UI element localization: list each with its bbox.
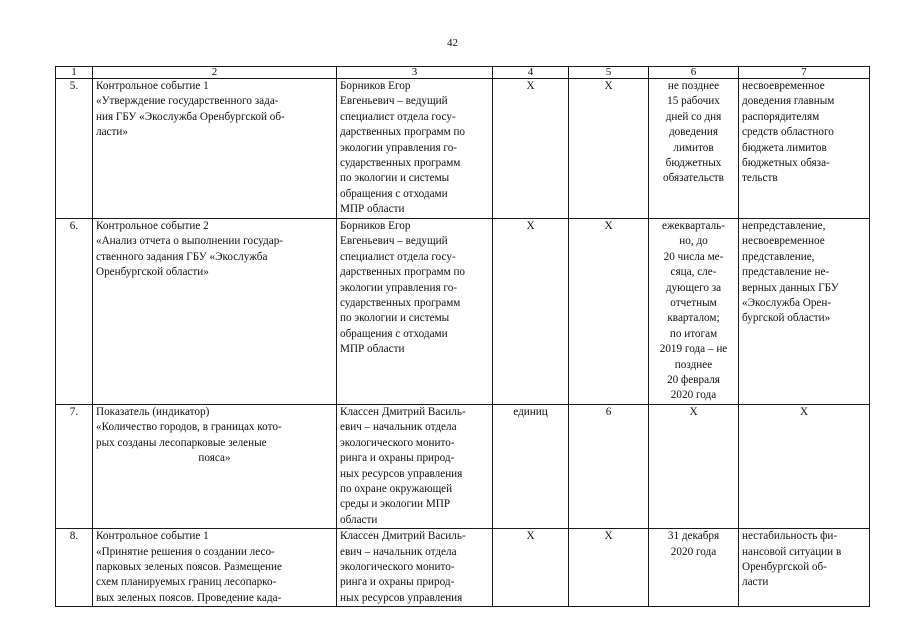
deadline-cell	[649, 529, 739, 607]
column-number-header: 2	[93, 67, 337, 79]
unit-cell: единиц	[493, 404, 569, 528]
text-line: обязательств	[663, 172, 724, 185]
text-line: обращения с отходами	[340, 187, 448, 200]
text-line: представление,	[742, 250, 815, 263]
text-line: дней со дня	[665, 110, 722, 123]
responsible-person	[337, 529, 493, 607]
text-line: «Количество городов, в границах кото-	[96, 421, 282, 434]
text-line: по экологии и системы	[340, 172, 450, 185]
text-line: кварталом;	[667, 312, 720, 325]
text-line: рых созданы лесопарковые зеленые	[96, 436, 267, 449]
text-line: представление не-	[742, 266, 830, 279]
event-description	[93, 404, 337, 528]
text-line: доведения главным	[742, 95, 835, 108]
risk-cell	[739, 79, 870, 219]
text-line: отчетным	[670, 297, 717, 310]
text-line: обращения с отходами	[340, 327, 448, 340]
text-line: экологии управления го-	[340, 141, 458, 154]
event-description	[93, 79, 337, 219]
text-line: распорядителям	[742, 110, 820, 123]
unit-cell: Х	[493, 79, 569, 219]
row-number: 8.	[56, 529, 93, 607]
table-row	[56, 404, 870, 528]
text-line: «Анализ отчета о выполнении государ-	[96, 235, 284, 248]
text-line: тельств	[742, 172, 778, 185]
text-line: парковых зеленых поясов. Размещение	[96, 560, 282, 573]
text-line: «Утверждение государственного зада-	[96, 95, 279, 108]
text-line: «Принятие решения о создании лесо-	[96, 545, 275, 558]
row-number: 7.	[56, 404, 93, 528]
text-line: области	[340, 513, 378, 526]
text-line: позднее	[674, 358, 713, 371]
value-cell: Х	[569, 529, 649, 607]
text-line: ных ресурсов управления	[340, 467, 463, 480]
text-line: верных данных ГБУ	[742, 281, 839, 294]
value-cell: Х	[569, 219, 649, 405]
text-line: вых зеленых поясов. Проведение када-	[96, 591, 282, 604]
text-line: специалист отдела госу-	[340, 250, 456, 263]
text-line: пояса»	[198, 452, 231, 465]
text-line: среды и экологии МПР	[340, 498, 451, 511]
row-number: 6.	[56, 219, 93, 405]
text-line: Контрольное событие 1	[96, 80, 209, 92]
text-line: Оренбургской области»	[96, 266, 209, 279]
text-line: сударственных программ	[340, 157, 461, 170]
responsible-person	[337, 404, 493, 528]
text-line: схем планируемых границ лесопарко-	[96, 576, 277, 589]
column-number-header: 7	[739, 67, 870, 79]
text-line: дующего за	[665, 281, 722, 294]
text-line: не позднее	[667, 80, 720, 92]
text-line: ния ГБУ «Экослужба Оренбургской об-	[96, 110, 285, 123]
text-line: ринга и охраны природ-	[340, 452, 455, 465]
text-line: по итогам	[669, 327, 718, 340]
responsible-person	[337, 219, 493, 405]
text-line: ринга и охраны природ-	[340, 576, 455, 589]
text-line: сяца, сле-	[670, 266, 717, 279]
text-line: бургской области»	[742, 312, 831, 325]
text-line: по экологии и системы	[340, 312, 450, 325]
event-description	[93, 219, 337, 405]
text-line: 2019 года – не	[659, 343, 728, 356]
text-line: Евгеньевич – ведущий	[340, 95, 448, 108]
text-line: дарственных программ по	[340, 266, 466, 279]
text-line: сударственных программ	[340, 297, 461, 310]
text-line: 20 числа ме-	[663, 250, 724, 263]
text-line: Х	[799, 405, 809, 418]
deadline-cell	[649, 79, 739, 219]
page-number: 42	[447, 37, 458, 49]
deadline-cell	[649, 219, 739, 405]
text-line: бюджетных обяза-	[742, 157, 830, 170]
text-line: ежекварталь-	[662, 220, 725, 232]
responsible-person	[337, 79, 493, 219]
text-line: бюджета лимитов	[742, 141, 827, 154]
text-line: специалист отдела госу-	[340, 110, 456, 123]
text-line: Классен Дмитрий Василь-	[340, 405, 466, 418]
table-row	[56, 219, 870, 405]
column-number-header: 4	[493, 67, 569, 79]
text-line: средств областного	[742, 126, 834, 139]
text-line: 31 декабря	[667, 530, 720, 543]
text-line: Контрольное событие 1	[96, 530, 209, 543]
text-line: Оренбургской об-	[742, 560, 827, 573]
text-line: Х	[689, 405, 698, 418]
risk-cell	[739, 529, 870, 607]
text-line: Борников Егор	[340, 220, 411, 232]
text-line: несвоевременное	[742, 80, 825, 92]
text-line: 15 рабочих	[667, 95, 720, 108]
text-line: евич – начальник отдела	[340, 545, 457, 558]
unit-cell: Х	[493, 219, 569, 405]
text-line: Евгеньевич – ведущий	[340, 235, 448, 248]
text-line: Показатель (индикатор)	[96, 405, 210, 418]
table-row	[56, 529, 870, 607]
column-number-header: 6	[649, 67, 739, 79]
text-line: Контрольное событие 2	[96, 220, 209, 232]
text-line: ных ресурсов управления	[340, 591, 463, 604]
monitoring-plan-table	[55, 66, 870, 607]
text-line: нансовой ситуации в	[742, 545, 842, 558]
risk-cell	[739, 219, 870, 405]
value-cell: Х	[569, 79, 649, 219]
text-line: доведения	[668, 126, 719, 139]
text-line: 20 февраля	[667, 374, 720, 387]
text-line: ласти»	[96, 126, 128, 139]
text-line: несвоевременное	[742, 235, 825, 248]
text-line: экологического монито-	[340, 560, 455, 573]
column-number-header: 1	[56, 67, 93, 79]
value-cell: 6	[569, 404, 649, 528]
text-line: «Экослужба Орен-	[742, 297, 832, 310]
text-line: нестабильность фи-	[742, 530, 838, 543]
text-line: Борников Егор	[340, 80, 411, 92]
text-line: ласти	[742, 576, 769, 589]
event-description	[93, 529, 337, 607]
text-line: 2020 года	[670, 389, 717, 402]
table-row	[56, 79, 870, 219]
text-line: 2020 года	[670, 545, 717, 558]
text-line: бюджетных	[665, 157, 722, 170]
row-number: 5.	[56, 79, 93, 219]
text-line: ственного задания ГБУ «Экослужба	[96, 250, 268, 263]
deadline-cell	[649, 404, 739, 528]
text-line: МПР области	[340, 343, 405, 356]
column-number-header: 3	[337, 67, 493, 79]
text-line: но, до	[679, 235, 708, 248]
unit-cell: Х	[493, 529, 569, 607]
text-line: по охране окружающей	[340, 482, 453, 495]
text-line: непредставление,	[742, 220, 826, 232]
column-number-header: 5	[569, 67, 649, 79]
table-header-row	[56, 67, 870, 79]
text-line: лимитов	[673, 141, 714, 154]
text-line: экологии управления го-	[340, 281, 458, 294]
text-line: евич – начальник отдела	[340, 421, 457, 434]
text-line: МПР области	[340, 203, 405, 216]
text-line: дарственных программ по	[340, 126, 466, 139]
risk-cell	[739, 404, 870, 528]
text-line: экологического монито-	[340, 436, 455, 449]
text-line: Классен Дмитрий Василь-	[340, 530, 466, 543]
